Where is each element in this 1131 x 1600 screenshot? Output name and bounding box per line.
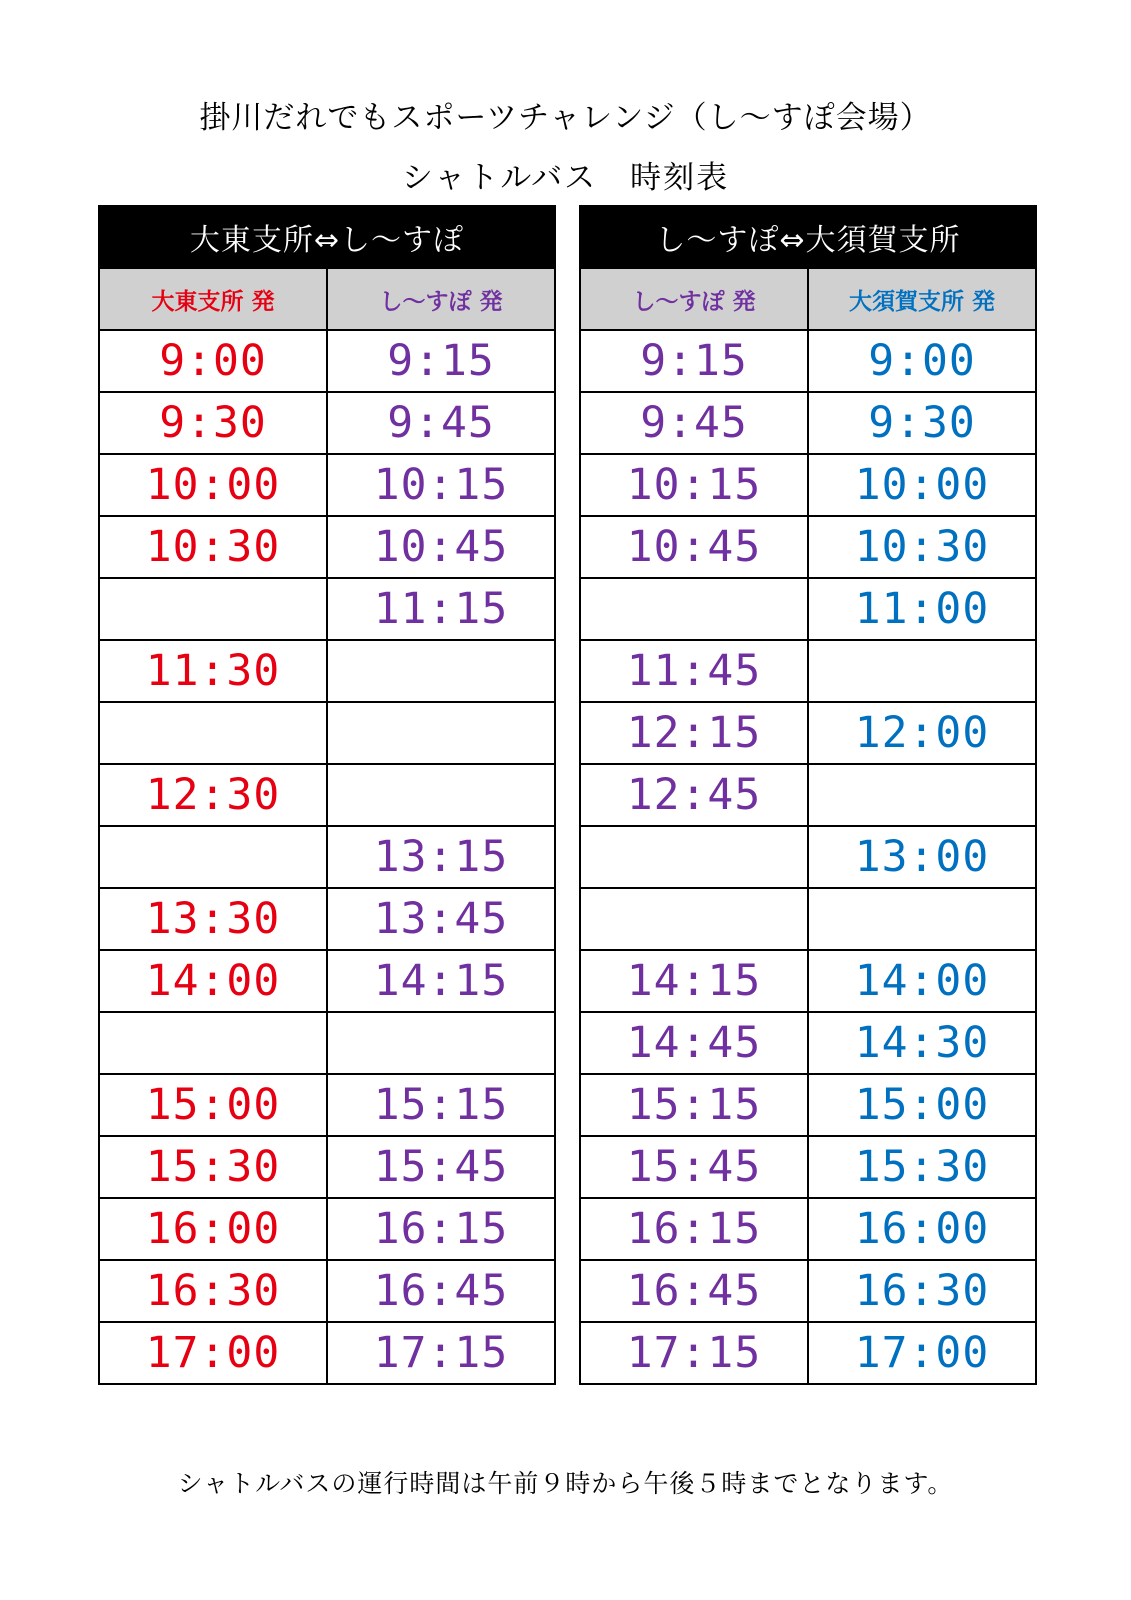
table-row: [580, 702, 1036, 764]
shisupo-departure-time: [327, 764, 555, 826]
timetable-daito-shisupo: [98, 205, 556, 1385]
daito-departure-time: 15:00: [99, 1074, 327, 1136]
timetable-body-right: [580, 330, 1036, 1384]
table-row: [99, 1322, 555, 1384]
osuka-departure-time: [808, 888, 1036, 950]
table-row: [580, 516, 1036, 578]
table-row: [580, 392, 1036, 454]
column-header-shisupo-departure: し～すぽ 発: [580, 268, 808, 330]
table-row: [580, 950, 1036, 1012]
shisupo-departure-time: 9:15: [327, 330, 555, 392]
table-row: [99, 826, 555, 888]
table-row: [99, 764, 555, 826]
daito-departure-time: [99, 826, 327, 888]
table-row: [99, 640, 555, 702]
shisupo-departure-time: [580, 826, 808, 888]
shisupo-departure-time: [327, 702, 555, 764]
shisupo-departure-time: 14:15: [580, 950, 808, 1012]
daito-departure-time: [99, 702, 327, 764]
table-row: [99, 1074, 555, 1136]
table-row: [580, 1012, 1036, 1074]
table-row: [580, 330, 1036, 392]
table-row: [580, 826, 1036, 888]
shisupo-departure-time: 16:45: [327, 1260, 555, 1322]
table-row: [580, 764, 1036, 826]
osuka-departure-time: 14:00: [808, 950, 1036, 1012]
daito-departure-time: 17:00: [99, 1322, 327, 1384]
shisupo-departure-time: 10:45: [327, 516, 555, 578]
daito-departure-time: 14:00: [99, 950, 327, 1012]
daito-departure-time: 11:30: [99, 640, 327, 702]
shisupo-departure-time: 13:45: [327, 888, 555, 950]
column-header-shisupo-departure: し～すぽ 発: [327, 268, 555, 330]
daito-departure-time: 10:00: [99, 454, 327, 516]
shisupo-departure-time: [327, 1012, 555, 1074]
osuka-departure-time: 9:30: [808, 392, 1036, 454]
shisupo-departure-time: [580, 888, 808, 950]
table-row: [580, 640, 1036, 702]
shisupo-departure-time: 10:15: [580, 454, 808, 516]
shisupo-departure-time: 16:15: [580, 1198, 808, 1260]
table-row: [99, 1198, 555, 1260]
page-subtitle: シャトルバス 時刻表: [401, 160, 730, 196]
shisupo-departure-time: 16:15: [327, 1198, 555, 1260]
column-header-daito-departure: 大東支所 発: [99, 268, 327, 330]
table-row: [99, 330, 555, 392]
table-row: [99, 516, 555, 578]
table-row: [580, 1260, 1036, 1322]
table-row: [99, 888, 555, 950]
table-row: [580, 1322, 1036, 1384]
table-row: [99, 1136, 555, 1198]
route-header-shisupo-osuka: し～すぽ⇔大須賀支所: [580, 206, 1036, 268]
shisupo-departure-time: 12:45: [580, 764, 808, 826]
table-row: [99, 392, 555, 454]
shisupo-departure-time: 12:15: [580, 702, 808, 764]
osuka-departure-time: 9:00: [808, 330, 1036, 392]
osuka-departure-time: 12:00: [808, 702, 1036, 764]
shisupo-departure-time: [580, 578, 808, 640]
route-header-daito-shisupo: 大東支所⇔し～すぽ: [99, 206, 555, 268]
osuka-departure-time: 16:00: [808, 1198, 1036, 1260]
table-row: [580, 1136, 1036, 1198]
shisupo-departure-time: 13:15: [327, 826, 555, 888]
shisupo-departure-time: [327, 640, 555, 702]
page-title: 掛川だれでもスポーツチャレンジ（し～すぽ会場）: [199, 100, 932, 136]
footer-note: シャトルバスの運行時間は午前９時から午後５時までとなります。: [177, 1469, 954, 1498]
daito-departure-time: 10:30: [99, 516, 327, 578]
table-row: [580, 888, 1036, 950]
osuka-departure-time: 11:00: [808, 578, 1036, 640]
osuka-departure-time: 13:00: [808, 826, 1036, 888]
table-row: [580, 1074, 1036, 1136]
daito-departure-time: [99, 578, 327, 640]
osuka-departure-time: 10:30: [808, 516, 1036, 578]
table-row: [99, 454, 555, 516]
shisupo-departure-time: 15:15: [327, 1074, 555, 1136]
shisupo-departure-time: 15:45: [580, 1136, 808, 1198]
daito-departure-time: 13:30: [99, 888, 327, 950]
shisupo-departure-time: 15:45: [327, 1136, 555, 1198]
daito-departure-time: 9:30: [99, 392, 327, 454]
shisupo-departure-time: 14:45: [580, 1012, 808, 1074]
shisupo-departure-time: 10:15: [327, 454, 555, 516]
timetable-shisupo-osuka: [579, 205, 1037, 1385]
daito-departure-time: 9:00: [99, 330, 327, 392]
shisupo-departure-time: 9:15: [580, 330, 808, 392]
osuka-departure-time: 14:30: [808, 1012, 1036, 1074]
osuka-departure-time: [808, 640, 1036, 702]
daito-departure-time: [99, 1012, 327, 1074]
osuka-departure-time: 15:30: [808, 1136, 1036, 1198]
daito-departure-time: 16:30: [99, 1260, 327, 1322]
table-row: [99, 578, 555, 640]
column-header-osuka-departure: 大須賀支所 発: [808, 268, 1036, 330]
table-row: [580, 578, 1036, 640]
osuka-departure-time: 17:00: [808, 1322, 1036, 1384]
daito-departure-time: 15:30: [99, 1136, 327, 1198]
shisupo-departure-time: 9:45: [327, 392, 555, 454]
shisupo-departure-time: 14:15: [327, 950, 555, 1012]
shisupo-departure-time: 15:15: [580, 1074, 808, 1136]
table-row: [99, 1012, 555, 1074]
osuka-departure-time: [808, 764, 1036, 826]
osuka-departure-time: 10:00: [808, 454, 1036, 516]
shisupo-departure-time: 16:45: [580, 1260, 808, 1322]
table-row: [580, 454, 1036, 516]
shisupo-departure-time: 9:45: [580, 392, 808, 454]
table-row: [99, 950, 555, 1012]
shisupo-departure-time: 11:45: [580, 640, 808, 702]
osuka-departure-time: 16:30: [808, 1260, 1036, 1322]
table-row: [99, 702, 555, 764]
shisupo-departure-time: 17:15: [580, 1322, 808, 1384]
osuka-departure-time: 15:00: [808, 1074, 1036, 1136]
shisupo-departure-time: 10:45: [580, 516, 808, 578]
shisupo-departure-time: 11:15: [327, 578, 555, 640]
daito-departure-time: 16:00: [99, 1198, 327, 1260]
shisupo-departure-time: 17:15: [327, 1322, 555, 1384]
timetable-body-left: [99, 330, 555, 1384]
daito-departure-time: 12:30: [99, 764, 327, 826]
table-row: [580, 1198, 1036, 1260]
table-row: [99, 1260, 555, 1322]
